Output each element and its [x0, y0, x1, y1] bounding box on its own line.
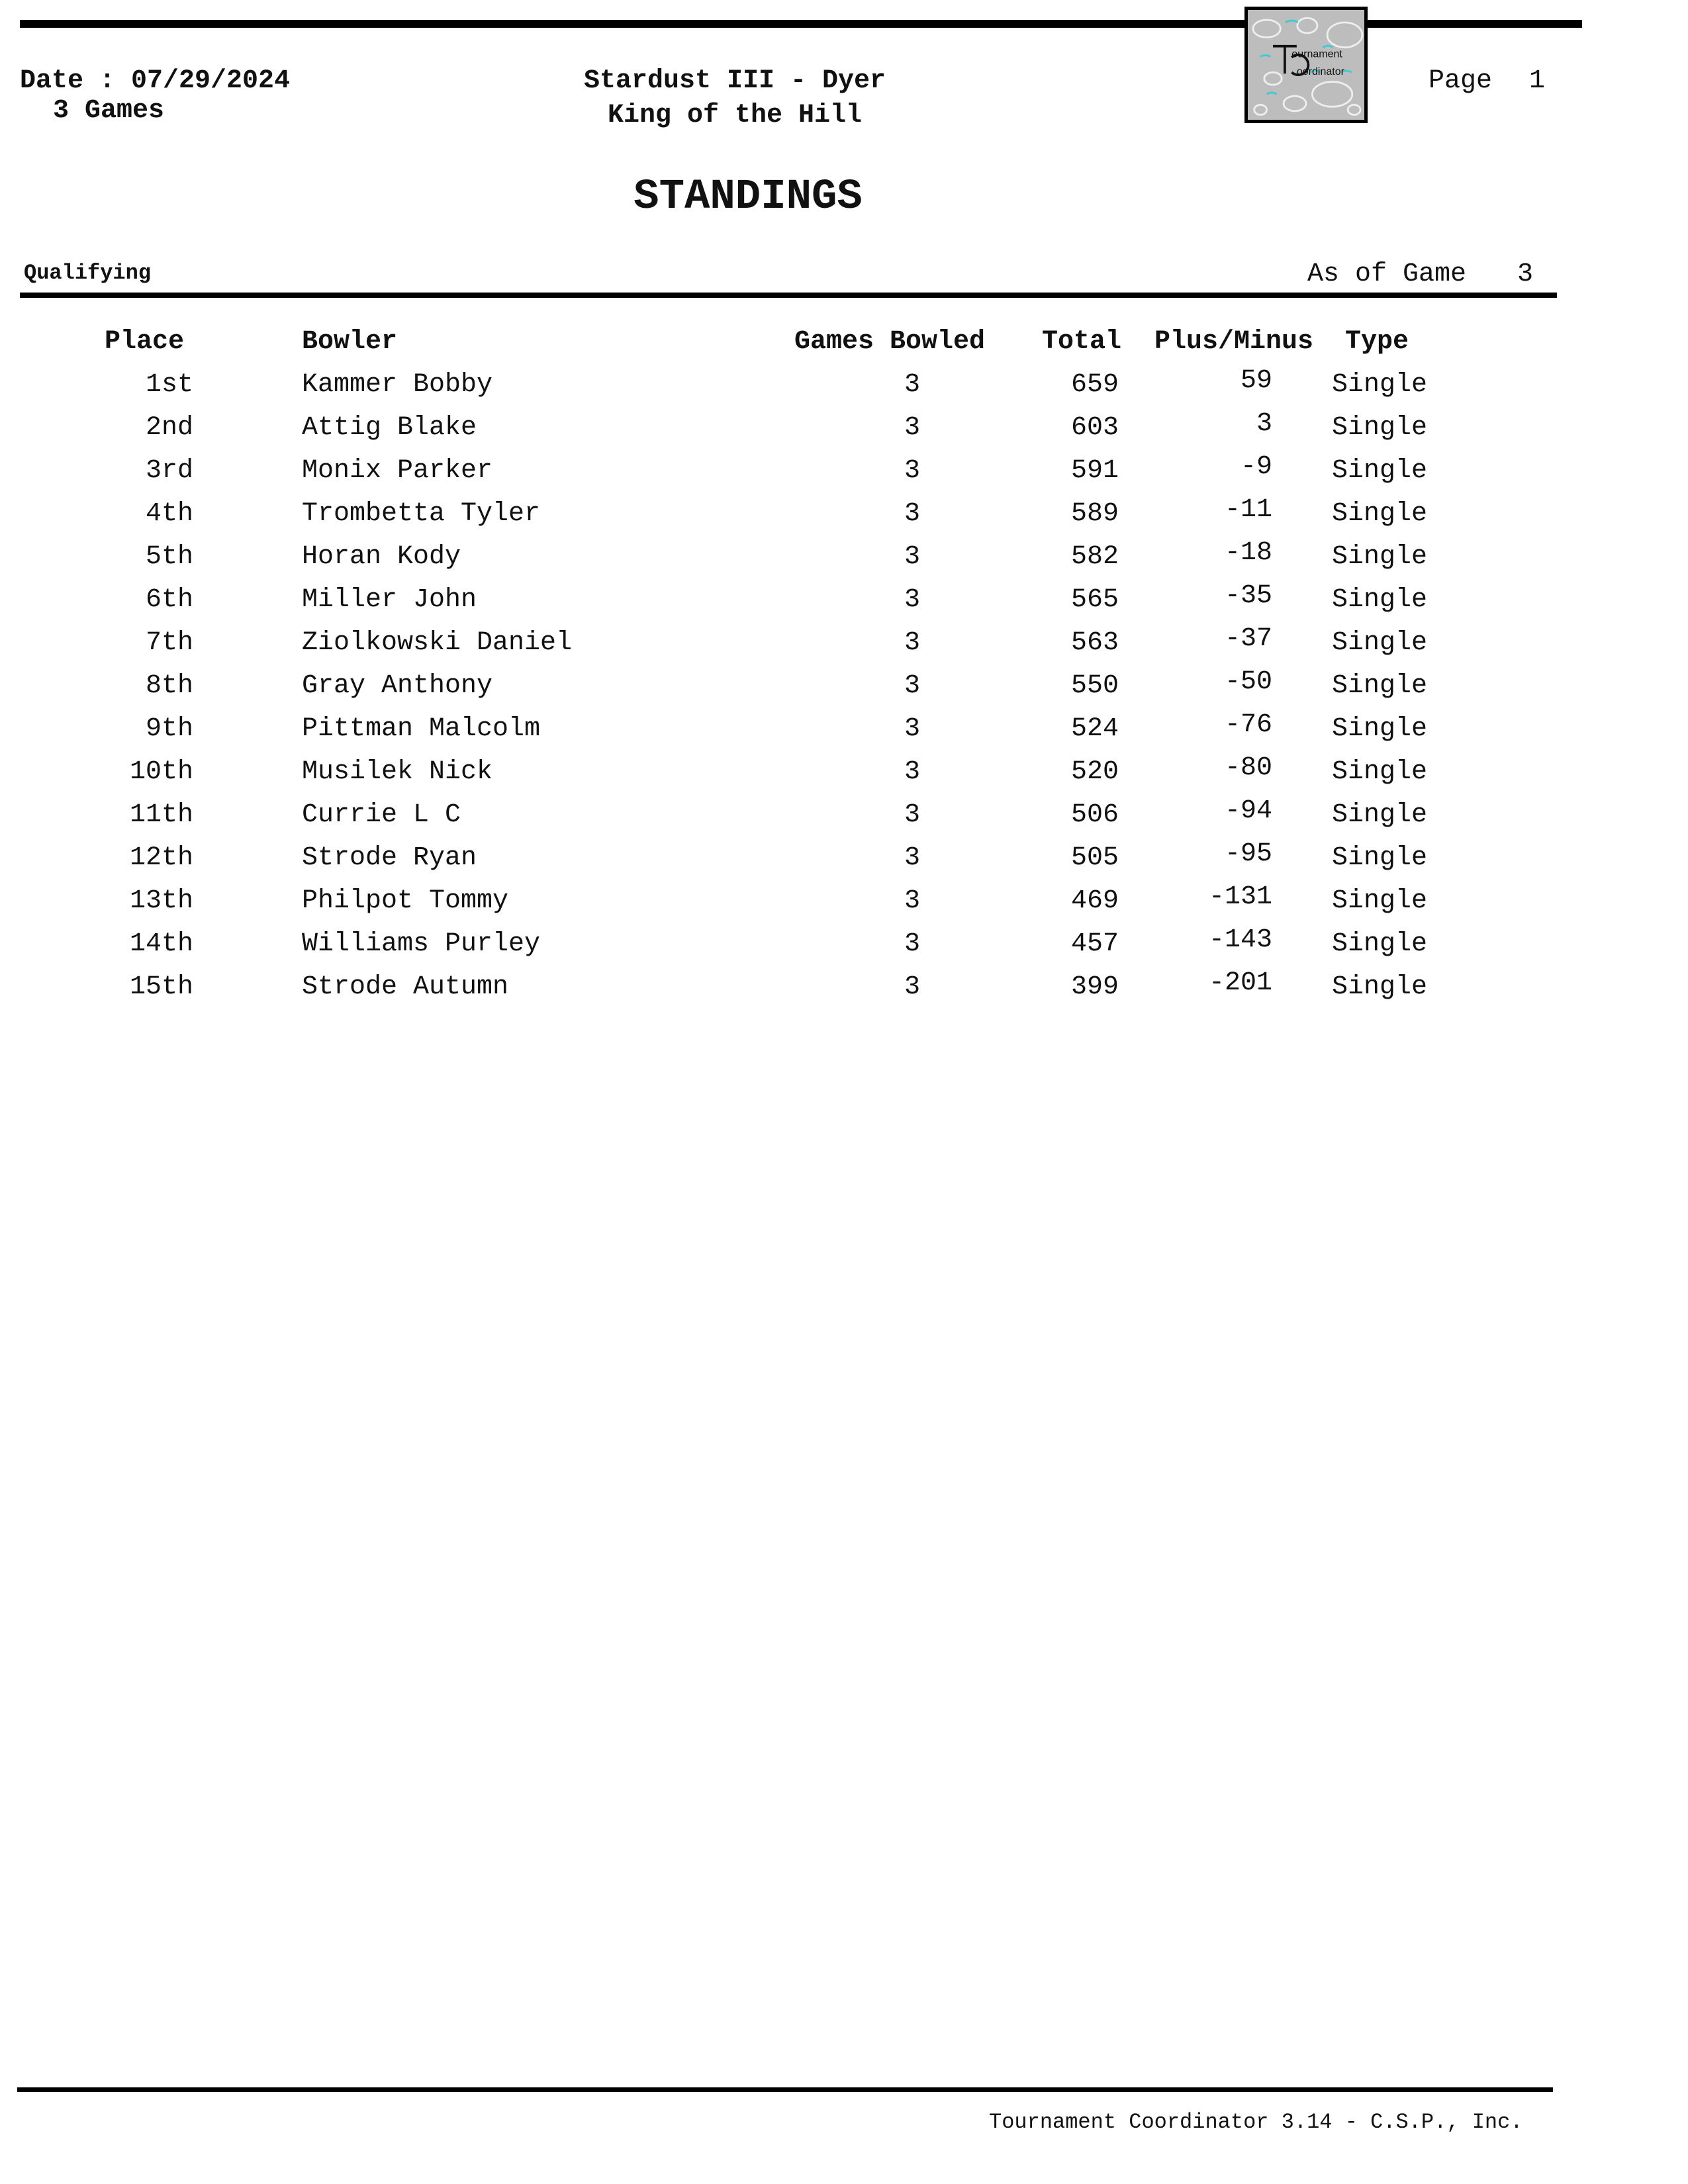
- plus-minus-cell: -201: [1208, 968, 1272, 998]
- type-cell: Single: [1332, 929, 1428, 959]
- as-of-label: As of Game: [1307, 259, 1467, 289]
- games-cell: 3: [904, 456, 920, 486]
- bowler-cell: Miller John: [302, 585, 477, 615]
- type-cell: Single: [1332, 499, 1428, 529]
- col-header-bowler: Bowler: [302, 327, 398, 357]
- col-header-place: Place: [105, 327, 185, 357]
- games-cell: 3: [904, 800, 920, 830]
- table-row: [0, 925, 1688, 968]
- games-cell: 3: [904, 585, 920, 615]
- place-cell: 5th: [145, 542, 193, 572]
- total-cell: 520: [1070, 757, 1119, 787]
- games-cell: 3: [904, 370, 920, 400]
- plus-minus-cell: -143: [1208, 925, 1272, 955]
- bowler-cell: Gray Anthony: [302, 671, 493, 701]
- bowler-cell: Musilek Nick: [302, 757, 493, 787]
- type-cell: Single: [1332, 886, 1428, 916]
- as-of-game: 3: [1517, 259, 1534, 289]
- table-row: [0, 839, 1688, 882]
- bowler-cell: Currie L C: [302, 800, 461, 830]
- total-cell: 582: [1070, 542, 1119, 572]
- plus-minus-cell: -9: [1240, 452, 1272, 482]
- bowler-cell: Williams Purley: [302, 929, 541, 959]
- svg-text:oordinator: oordinator: [1296, 66, 1344, 78]
- games-cell: 3: [904, 413, 920, 443]
- bowler-cell: Strode Ryan: [302, 843, 477, 873]
- page-label: Page: [1429, 66, 1493, 96]
- plus-minus-cell: -18: [1224, 538, 1272, 568]
- plus-minus-cell: -131: [1208, 882, 1272, 912]
- place-cell: 3rd: [145, 456, 193, 486]
- type-cell: Single: [1332, 800, 1428, 830]
- section-label: Qualifying: [24, 261, 152, 285]
- plus-minus-cell: -35: [1224, 581, 1272, 611]
- bowler-cell: Attig Blake: [302, 413, 477, 443]
- table-row: [0, 409, 1688, 452]
- total-cell: 399: [1070, 972, 1119, 1002]
- place-cell: 12th: [129, 843, 193, 873]
- type-cell: Single: [1332, 671, 1428, 701]
- total-cell: 457: [1070, 929, 1119, 959]
- type-cell: Single: [1332, 628, 1428, 658]
- total-cell: 659: [1070, 370, 1119, 400]
- total-cell: 603: [1070, 413, 1119, 443]
- type-cell: Single: [1332, 714, 1428, 744]
- tournament-coordinator-logo: [1244, 7, 1368, 123]
- games-cell: 3: [904, 671, 920, 701]
- table-row: [0, 968, 1688, 1011]
- games-cell: 3: [904, 929, 920, 959]
- place-cell: 10th: [129, 757, 193, 787]
- plus-minus-cell: -37: [1224, 624, 1272, 654]
- table-row: [0, 366, 1688, 409]
- table-row: [0, 882, 1688, 925]
- table-row: [0, 667, 1688, 710]
- games-cell: 3: [904, 843, 920, 873]
- type-cell: Single: [1332, 585, 1428, 615]
- place-cell: 2nd: [145, 413, 193, 443]
- place-cell: 9th: [145, 714, 193, 744]
- bowler-cell: Horan Kody: [302, 542, 461, 572]
- plus-minus-cell: -50: [1224, 667, 1272, 697]
- place-cell: 1st: [145, 370, 193, 400]
- col-header-total: Total: [1042, 327, 1122, 357]
- total-cell: 589: [1070, 499, 1119, 529]
- software-credit: Tournament Coordinator 3.14 - C.S.P., Inc.: [989, 2110, 1523, 2134]
- center-name: Stardust III - Dyer: [583, 66, 886, 96]
- total-cell: 506: [1070, 800, 1119, 830]
- place-cell: 4th: [145, 499, 193, 529]
- plus-minus-cell: -76: [1224, 710, 1272, 740]
- bowler-cell: Kammer Bobby: [302, 370, 493, 400]
- bowler-cell: Strode Autumn: [302, 972, 509, 1002]
- event-name: King of the Hill: [607, 101, 863, 130]
- bottom-rule: [17, 2087, 1553, 2092]
- type-cell: Single: [1332, 370, 1428, 400]
- page-number: 1: [1529, 66, 1546, 96]
- games-cell: 3: [904, 972, 920, 1002]
- table-row: [0, 452, 1688, 495]
- table-row: [0, 710, 1688, 753]
- bowler-cell: Monix Parker: [302, 456, 493, 486]
- table-row: [0, 753, 1688, 796]
- type-cell: Single: [1332, 413, 1428, 443]
- plus-minus-cell: 59: [1240, 366, 1272, 396]
- bowler-cell: Philpot Tommy: [302, 886, 509, 916]
- plus-minus-cell: 3: [1256, 409, 1272, 439]
- plus-minus-cell: -11: [1224, 495, 1272, 525]
- plus-minus-cell: -80: [1224, 753, 1272, 783]
- svg-text:ournament: ournament: [1291, 48, 1342, 60]
- bowler-cell: Ziolkowski Daniel: [302, 628, 573, 658]
- place-cell: 7th: [145, 628, 193, 658]
- section-rule: [20, 293, 1557, 298]
- total-cell: 591: [1070, 456, 1119, 486]
- total-cell: 550: [1070, 671, 1119, 701]
- games-cell: 3: [904, 714, 920, 744]
- place-cell: 14th: [129, 929, 193, 959]
- place-cell: 8th: [145, 671, 193, 701]
- report-date: Date : 07/29/2024: [20, 66, 291, 96]
- bowler-cell: Trombetta Tyler: [302, 499, 541, 529]
- logo-graphic: [1248, 10, 1364, 120]
- games-cell: 3: [904, 628, 920, 658]
- total-cell: 505: [1070, 843, 1119, 873]
- games-cell: 3: [904, 542, 920, 572]
- table-row: [0, 581, 1688, 624]
- type-cell: Single: [1332, 843, 1428, 873]
- col-header-plus-minus: Plus/Minus: [1154, 327, 1314, 357]
- type-cell: Single: [1332, 456, 1428, 486]
- type-cell: Single: [1332, 972, 1428, 1002]
- table-row: [0, 495, 1688, 538]
- table-row: [0, 538, 1688, 581]
- col-header-games-bowled: Games Bowled: [794, 327, 986, 357]
- total-cell: 565: [1070, 585, 1119, 615]
- place-cell: 6th: [145, 585, 193, 615]
- total-cell: 469: [1070, 886, 1119, 916]
- type-cell: Single: [1332, 757, 1428, 787]
- bowler-cell: Pittman Malcolm: [302, 714, 541, 744]
- plus-minus-cell: -94: [1224, 796, 1272, 826]
- plus-minus-cell: -95: [1224, 839, 1272, 869]
- total-cell: 524: [1070, 714, 1119, 744]
- total-cell: 563: [1070, 628, 1119, 658]
- games-cell: 3: [904, 886, 920, 916]
- type-cell: Single: [1332, 542, 1428, 572]
- games-count: 3 Games: [53, 96, 165, 126]
- games-cell: 3: [904, 757, 920, 787]
- place-cell: 11th: [129, 800, 193, 830]
- table-row: [0, 796, 1688, 839]
- report-title: STANDINGS: [633, 173, 863, 221]
- place-cell: 13th: [129, 886, 193, 916]
- table-row: [0, 624, 1688, 667]
- place-cell: 15th: [129, 972, 193, 1002]
- col-header-type: Type: [1345, 327, 1409, 357]
- games-cell: 3: [904, 499, 920, 529]
